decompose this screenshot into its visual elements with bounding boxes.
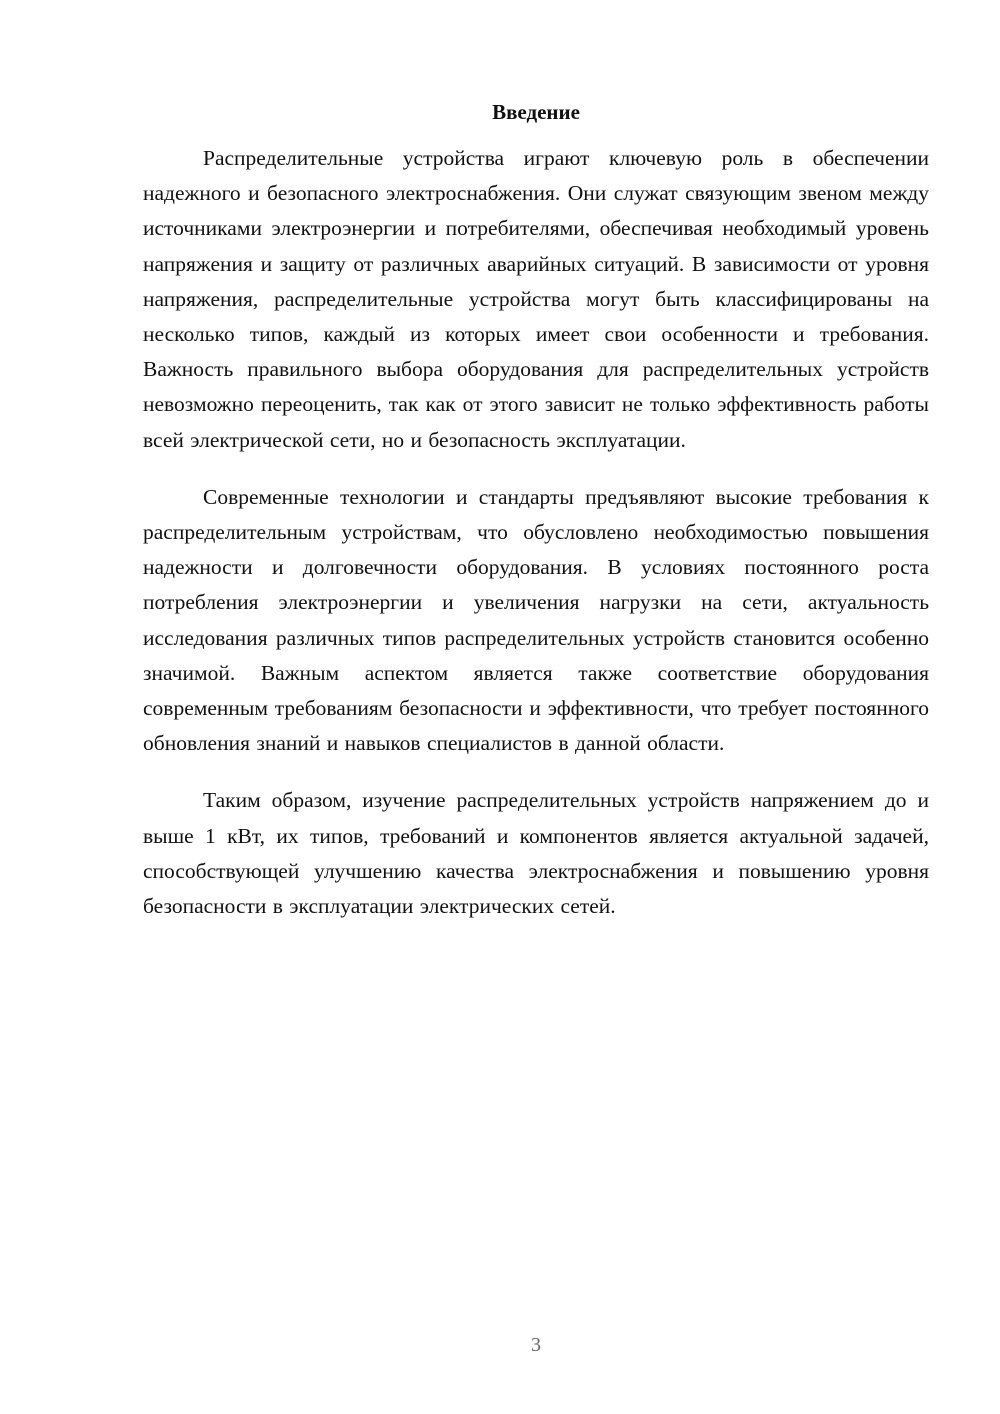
section-title: Введение bbox=[492, 100, 580, 124]
paragraph-3: Таким образом, изучение распределительных устройств напряжением до и выше 1 кВт, их типов, требований и компонентов является актуальной задачей, способствующей улучшению качества электроснабжения и повышению уровня безопасности в эксплуатации электрических сетей. bbox=[143, 788, 929, 919]
paragraph-2: Современные технологии и стандарты предъявляют высокие требования к распределительным устройствам, что обусловлено необходимостью повышения надежности и долговечности оборудования. В условиях постоянного роста потребления электроэнергии и увеличения нагрузки на сети, актуальность исследования различных типов распределительных устройств становится особенно значимой. Важным аспектом является также соответствие оборудования современным требованиям безопасности и эффективности, что требует постоянного обновления знаний и навыков специалистов в данной области. bbox=[143, 484, 929, 756]
page-number: 3 bbox=[531, 1334, 541, 1356]
body-text bbox=[143, 141, 929, 946]
paragraph-1: Распределительные устройства играют ключевую роль в обеспечении надежного и безопасного электроснабжения. Они служат связующим звеном между источниками электроэнергии и потребителями, обеспечивая необходимый уровень напряжения и защиту от различных аварийных ситуаций. В зависимости от уровня напряжения, распределительные устройства могут быть классифицированы на несколько типов, каждый из которых имеет свои особенности и требования. Важность правильного выбора оборудования для распределительных устройств невозможно переоценить, так как от этого зависит не только эффективность работы всей электрической сети, но и безопасность эксплуатации. bbox=[143, 146, 929, 452]
